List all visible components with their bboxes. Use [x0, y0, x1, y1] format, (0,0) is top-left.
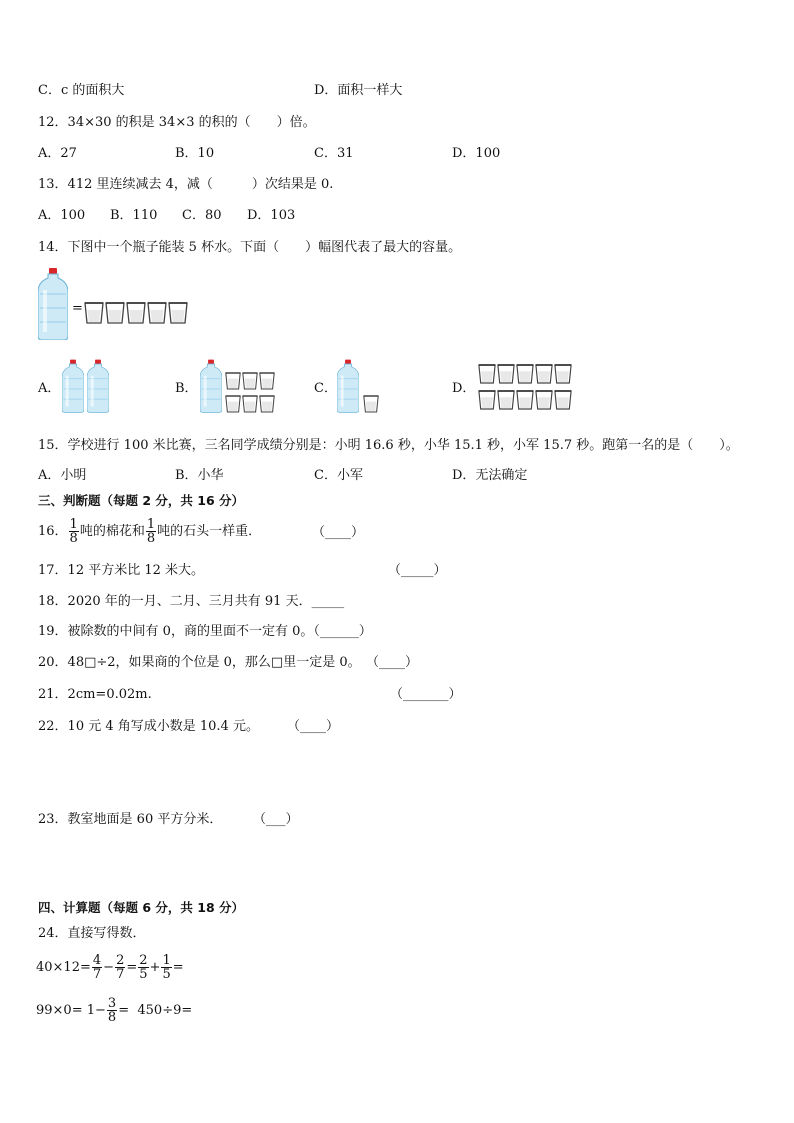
option-b-bottle-six-cups-icon [200, 358, 280, 416]
q22-answer-blank[interactable]: （____） [287, 719, 340, 734]
q20-text: 20．48□÷2，如果商的个位是 0，那么□里一定是 0。 [38, 655, 361, 670]
option-a-two-bottles-icon [62, 358, 112, 416]
frac-num: 4 [92, 953, 102, 968]
plus-sign: + [149, 960, 161, 975]
q21-text: 21．2cm=0.02m. [38, 687, 152, 702]
q24-row-1 [36, 950, 184, 986]
frac-num: 2 [139, 953, 148, 968]
q14-option-b: B． [175, 381, 198, 396]
q14-option-a: A． [38, 381, 61, 396]
q17-text: 17．12 平方米比 12 米大。 [38, 563, 205, 578]
q13-option-a: A．100 [38, 208, 86, 223]
fraction [92, 954, 102, 981]
equals-sign: = [172, 960, 184, 975]
water-bottle-icon [38, 268, 70, 342]
q12-option-a: A．27 [38, 146, 77, 161]
q14-stem: 14．下图中一个瓶子能装 5 杯水。下面（ ）幅图代表了最大的容量。 [38, 240, 462, 255]
q16-frac-num: 1 [69, 517, 78, 532]
q13-stem: 13．412 里连续减去 4，减（ ）次结果是 0. [38, 177, 334, 192]
q11-option-c: C．c 的面积大 [38, 83, 125, 98]
frac-num: 2 [116, 953, 125, 968]
q16-frac-den-2: 8 [146, 531, 156, 546]
q15-option-a: A．小明 [38, 468, 87, 483]
q16 [38, 515, 261, 549]
q16-frac-num-2: 1 [146, 517, 156, 532]
equals-sign: = [118, 1003, 130, 1018]
fraction [115, 954, 125, 981]
minus-sign: − [103, 960, 115, 975]
fraction [69, 518, 79, 545]
q14-option-d: D． [452, 381, 476, 396]
q11-option-d: D．面积一样大 [314, 83, 403, 98]
q23-answer-blank[interactable]: （___） [253, 812, 299, 827]
q16-frac-den: 8 [69, 531, 78, 546]
q12-option-c: C．31 [314, 146, 354, 161]
fraction [107, 997, 117, 1024]
equals-sign: = [126, 960, 138, 975]
q12-stem: 12．34×30 的积是 34×3 的积的（ ）倍。 [38, 115, 316, 130]
frac-den: 8 [107, 1010, 117, 1025]
q13-option-b: B．110 [110, 208, 158, 223]
q17-answer-blank[interactable]: （_____） [388, 563, 447, 578]
q13-option-d: D．103 [247, 208, 296, 223]
q24-r2-a: 99×0= [36, 1003, 83, 1018]
frac-den: 5 [139, 967, 148, 982]
five-cups-icon [84, 302, 194, 328]
frac-num: 3 [107, 996, 117, 1011]
fraction [146, 518, 156, 545]
q18-text: 18．2020 年的一月、二月、三月共有 91 天．_____ [38, 594, 345, 609]
section-3-title: 三、判断题（每题 2 分，共 16 分） [38, 493, 245, 508]
option-d-ten-cups-icon [478, 364, 578, 414]
q24-stem: 24．直接写得数． [38, 926, 146, 941]
q19-text: 19．被除数的中间有 0，商的里面不一定有 0。（______） [38, 624, 372, 639]
fraction [138, 954, 148, 981]
q12-option-d: D．100 [452, 146, 501, 161]
option-c-bottle-one-cup-icon [337, 358, 387, 416]
fraction [161, 954, 171, 981]
q15-option-c: C．小军 [314, 468, 363, 483]
q16-number: 16． [38, 524, 68, 539]
q20-answer-blank[interactable]: （____） [366, 655, 419, 670]
frac-den: 7 [116, 967, 125, 982]
q13-option-c: C．80 [182, 208, 222, 223]
frac-den: 7 [92, 967, 102, 982]
equals-sign: = [72, 301, 83, 316]
frac-num: 1 [162, 953, 171, 968]
q22-text: 22．10 元 4 角写成小数是 10.4 元。 [38, 719, 259, 734]
q15-stem: 15．学校进行 100 米比赛，三名同学成绩分别是：小明 16.6 秒，小华 15.1 秒，小军 15.7 秒。跑第一名的是（ ）。 [38, 438, 739, 453]
q23-text: 23．教室地面是 60 平方分米． [38, 812, 223, 827]
q24-r1-a: 40×12= [36, 960, 91, 975]
q16-part2: 吨的石头一样重． [157, 524, 262, 539]
q16-part1: 吨的棉花和 [79, 524, 145, 539]
q24-r2-c: 450÷9= [137, 1003, 193, 1018]
section-4-title: 四、计算题（每题 6 分，共 18 分） [38, 900, 245, 915]
q16-answer-blank[interactable]: （____） [312, 525, 365, 540]
q24-r2-b: 1− [86, 1003, 106, 1018]
q24-row-2 [36, 993, 192, 1029]
frac-den: 5 [162, 967, 171, 982]
q15-option-b: B．小华 [175, 468, 224, 483]
q21-answer-blank[interactable]: （_______） [390, 687, 462, 702]
q15-option-d: D．无法确定 [452, 468, 528, 483]
q12-option-b: B．10 [175, 146, 215, 161]
q14-option-c: C． [314, 381, 337, 396]
